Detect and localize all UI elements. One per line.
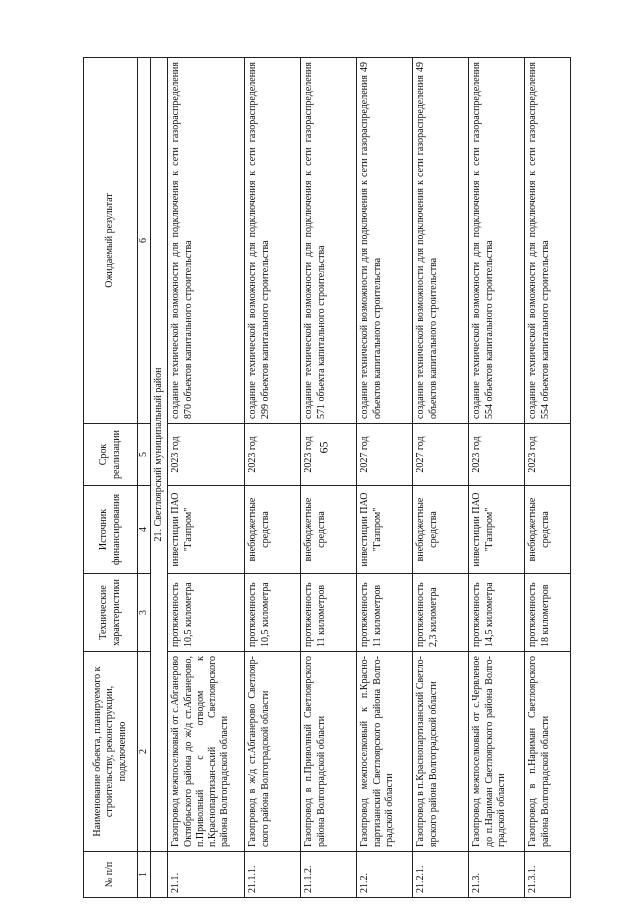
column-number: 3	[138, 574, 151, 652]
column-number: 4	[138, 486, 151, 574]
row-tech: протяженность 11 километров	[357, 574, 413, 652]
row-result: создание технической возможности для подключения к сети газораспределения 49 объектов капитального строительства	[413, 58, 469, 424]
row-name: Газопровод межпоселковый к п.Красно-партизанский Светлоярского района Волго-градской области	[357, 652, 413, 852]
table-row	[245, 58, 301, 898]
row-term: 2023 год	[168, 424, 245, 486]
row-source: инвестиции ПАО "Газпром"	[168, 486, 245, 574]
row-tech: протяженность 10,5 километра	[245, 574, 301, 652]
row-name: Газопровод в п.Нариман Светлоярского района Волгоградской области	[525, 652, 571, 852]
row-source: внебюджетные средства	[525, 486, 571, 574]
column-number: 5	[138, 424, 151, 486]
rotated-table-container	[83, 58, 551, 898]
row-source: инвестиции ПАО "Газпром"	[357, 486, 413, 574]
row-term: 2023 год	[301, 424, 357, 486]
column-number: 1	[138, 852, 151, 898]
gas-pipeline-table	[83, 57, 571, 898]
header-source: Источник финансирования	[84, 486, 138, 574]
page-number: 65	[316, 441, 331, 454]
row-num: 21.1.2.	[301, 852, 357, 898]
row-tech: протяженность 18 километров	[525, 574, 571, 652]
row-result: создание технической возможности для подключения к сети газораспределения 870 объектов капитального строительства	[168, 58, 245, 424]
row-num: 21.1.1.	[245, 852, 301, 898]
row-term: 2027 год	[357, 424, 413, 486]
row-tech: протяженность 10,5 километра	[168, 574, 245, 652]
header-tech: Технические характеристики	[84, 574, 138, 652]
row-result: создание технической возможности для подключения к сети газораспределения 571 объекта капитального строительства	[301, 58, 357, 424]
table-row	[301, 58, 357, 898]
row-result: создание технической возможности для подключения к сети газораспределения 554 объектов капитального строительства	[469, 58, 525, 424]
row-name: Газопровод в ж/д ст.Абганерово Светлояр-ского района Волгоградской области	[245, 652, 301, 852]
row-source: внебюджетные средства	[245, 486, 301, 574]
row-term: 2023 год	[245, 424, 301, 486]
header-result: Ожидаемый результат	[84, 58, 138, 424]
row-tech: протяженность 14,5 километра	[469, 574, 525, 652]
column-number: 2	[138, 652, 151, 852]
row-result: создание технической возможности для подключения к сети газораспределения 299 объектов капитального строительства	[245, 58, 301, 424]
column-number: 6	[138, 58, 151, 424]
section-row	[151, 58, 168, 898]
table-row	[413, 58, 469, 898]
row-source: внебюджетные средства	[413, 486, 469, 574]
row-term: 2023 год	[525, 424, 571, 486]
header-name: Наименование объекта, планируемого к строительству, реконструкции, подключению	[84, 652, 138, 852]
section-num-cell	[151, 852, 168, 898]
row-tech: протяженность 2,3 километра	[413, 574, 469, 652]
row-source: инвестиции ПАО "Газпром"	[469, 486, 525, 574]
row-name: Газопровод межпоселковый от с.Червленое до п.Нариман Светлоярского района Волго-градской области	[469, 652, 525, 852]
row-tech: протяженность 11 километров	[301, 574, 357, 652]
table-row	[357, 58, 413, 898]
row-name: Газопровод в п.Приволный Светлоярского района Волгоградской области	[301, 652, 357, 852]
header-term: Срок реализации	[84, 424, 138, 486]
row-term: 2027 год	[413, 424, 469, 486]
section-title: 21. Светлоярский муниципальный район	[151, 58, 168, 852]
row-name: Газопровод в п.Краснопартизанский Светло-ярского района Волгоградской области	[413, 652, 469, 852]
column-number-row	[138, 58, 151, 898]
table-row	[168, 58, 245, 898]
row-term: 2023 год	[469, 424, 525, 486]
row-source: внебюджетные средства	[301, 486, 357, 574]
row-result: создание технической возможности для подключения к сети газораспределения 49 объектов капитального строительства	[357, 58, 413, 424]
row-num: 21.2.	[357, 852, 413, 898]
row-num: 21.3.	[469, 852, 525, 898]
row-name: Газопровод межпоселковый от с.Абганерово Октябрьского района до ж/д ст.Абганерово, п.Приволный с отводом к п.Краснопартизан-ский Светлоярского района Волгоградской области	[168, 652, 245, 852]
row-num: 21.2.1.	[413, 852, 469, 898]
table-row	[469, 58, 525, 898]
row-num: 21.1.	[168, 852, 245, 898]
table-row	[525, 58, 571, 898]
row-result: создание технической возможности для подключения к сети газораспределения 554 объектов капитального строительства	[525, 58, 571, 424]
header-row	[84, 58, 138, 898]
row-num: 21.3.1.	[525, 852, 571, 898]
header-num: № п/п	[84, 852, 138, 898]
